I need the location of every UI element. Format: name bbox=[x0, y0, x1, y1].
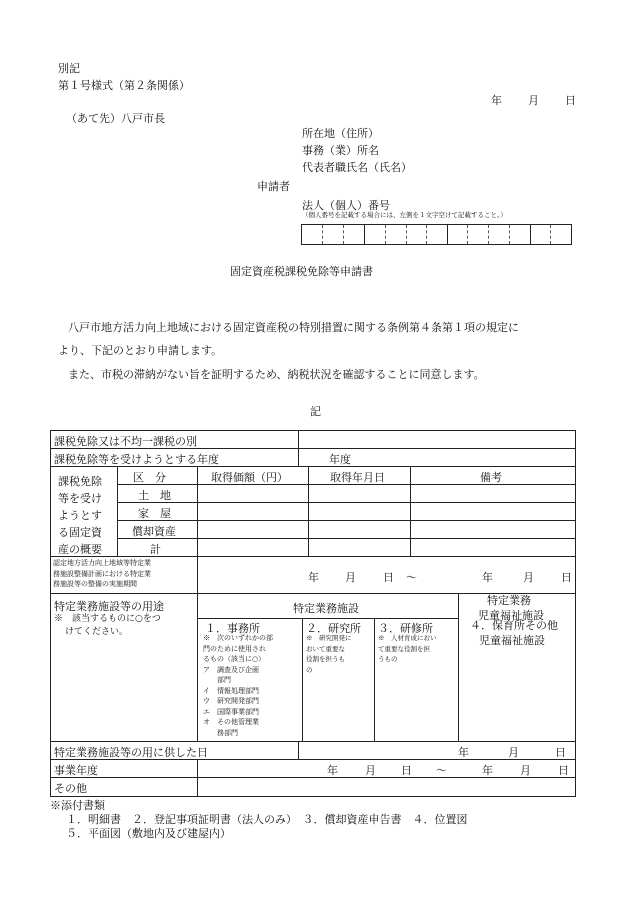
date-month: 月 bbox=[528, 94, 539, 107]
start-date-label: 特定業務施設等の用に供した日 bbox=[54, 746, 208, 759]
addressee: （あて先）八戸市長 bbox=[66, 112, 165, 125]
appendix-label: 別記 bbox=[58, 62, 80, 75]
attachments-heading: ※添付書類 bbox=[50, 799, 105, 812]
document-title: 固定資産税課税免除等申請書 bbox=[230, 265, 373, 278]
date-day: 日 bbox=[565, 94, 576, 107]
corporate-number-note: （個人番号を記載する場合には、左側を１文字空けて記載すること。） bbox=[302, 211, 507, 219]
body-line-1: 八戸市地方活力向上地域における固定資産税の特別措置に関する条例第４条第１項の規定に bbox=[68, 321, 519, 334]
col-kubun: 区 分 bbox=[133, 471, 166, 484]
use-label: 特定業務施設等の用途 bbox=[54, 600, 164, 613]
option-nursery[interactable]: ４．保育所その他 児童福祉施設 bbox=[470, 619, 558, 647]
applicant-address: 所在地（住所） bbox=[302, 127, 379, 140]
other-label: その他 bbox=[54, 782, 87, 795]
attachments-line-2: ５．平面図（敷地内及び建屋内） bbox=[66, 827, 231, 840]
applicant-representative: 代表者職氏名（氏名） bbox=[302, 161, 412, 174]
body-line-3: また、市税の滞納がない旨を証明するため、納税状況を確認することに同意します。 bbox=[68, 368, 485, 381]
exemption-type-label: 課税免除又は不均一課税の別 bbox=[54, 435, 197, 448]
col-remarks: 備考 bbox=[480, 471, 502, 484]
exemption-type-field[interactable] bbox=[300, 432, 574, 447]
corporate-number-label: 法人（個人）番号 bbox=[302, 199, 390, 212]
plan-period-label: 認定地方活力向上地域等特定業 務施設整備計画における特定業 務施設等の整備の実施期間 bbox=[53, 559, 151, 588]
applicant-label: 申請者 bbox=[257, 180, 290, 193]
ki-label: 記 bbox=[310, 405, 321, 418]
col-acquisition-price: 取得価額（円） bbox=[211, 471, 288, 484]
asset-row-building: 家 屋 bbox=[138, 507, 171, 520]
business-year-label: 事業年度 bbox=[54, 764, 98, 777]
attachments-line-1: １．明細書 ２．登記事項証明書（法人のみ） ３．償却資産申告書 ４．位置図 bbox=[66, 813, 468, 826]
use-note: ※ 該当するものに○をつ けてください。 bbox=[54, 614, 161, 637]
other-field[interactable] bbox=[199, 779, 574, 795]
form-number: 第１号様式（第２条関係） bbox=[58, 79, 190, 92]
facility-header: 特定業務施設 bbox=[293, 602, 359, 615]
asset-row-depreciable: 償却資産 bbox=[132, 525, 176, 538]
childcare-header: 特定業務 児童福祉施設 bbox=[478, 594, 544, 622]
assets-overview-label: 課税免除 等を受け ようとす る固定資 産の概要 bbox=[58, 475, 102, 556]
applicant-office: 事務（業）所名 bbox=[302, 144, 379, 157]
asset-row-land: 土 地 bbox=[138, 489, 171, 502]
exemption-year-label: 課税免除等を受けようとする年度 bbox=[54, 453, 219, 466]
body-line-2: より、下記のとおり申請します。 bbox=[58, 344, 223, 357]
date-year: 年 bbox=[491, 94, 502, 107]
exemption-year-unit[interactable]: 年度 bbox=[329, 453, 351, 466]
col-acquisition-date: 取得年月日 bbox=[330, 471, 385, 484]
asset-row-total: 計 bbox=[150, 543, 161, 556]
